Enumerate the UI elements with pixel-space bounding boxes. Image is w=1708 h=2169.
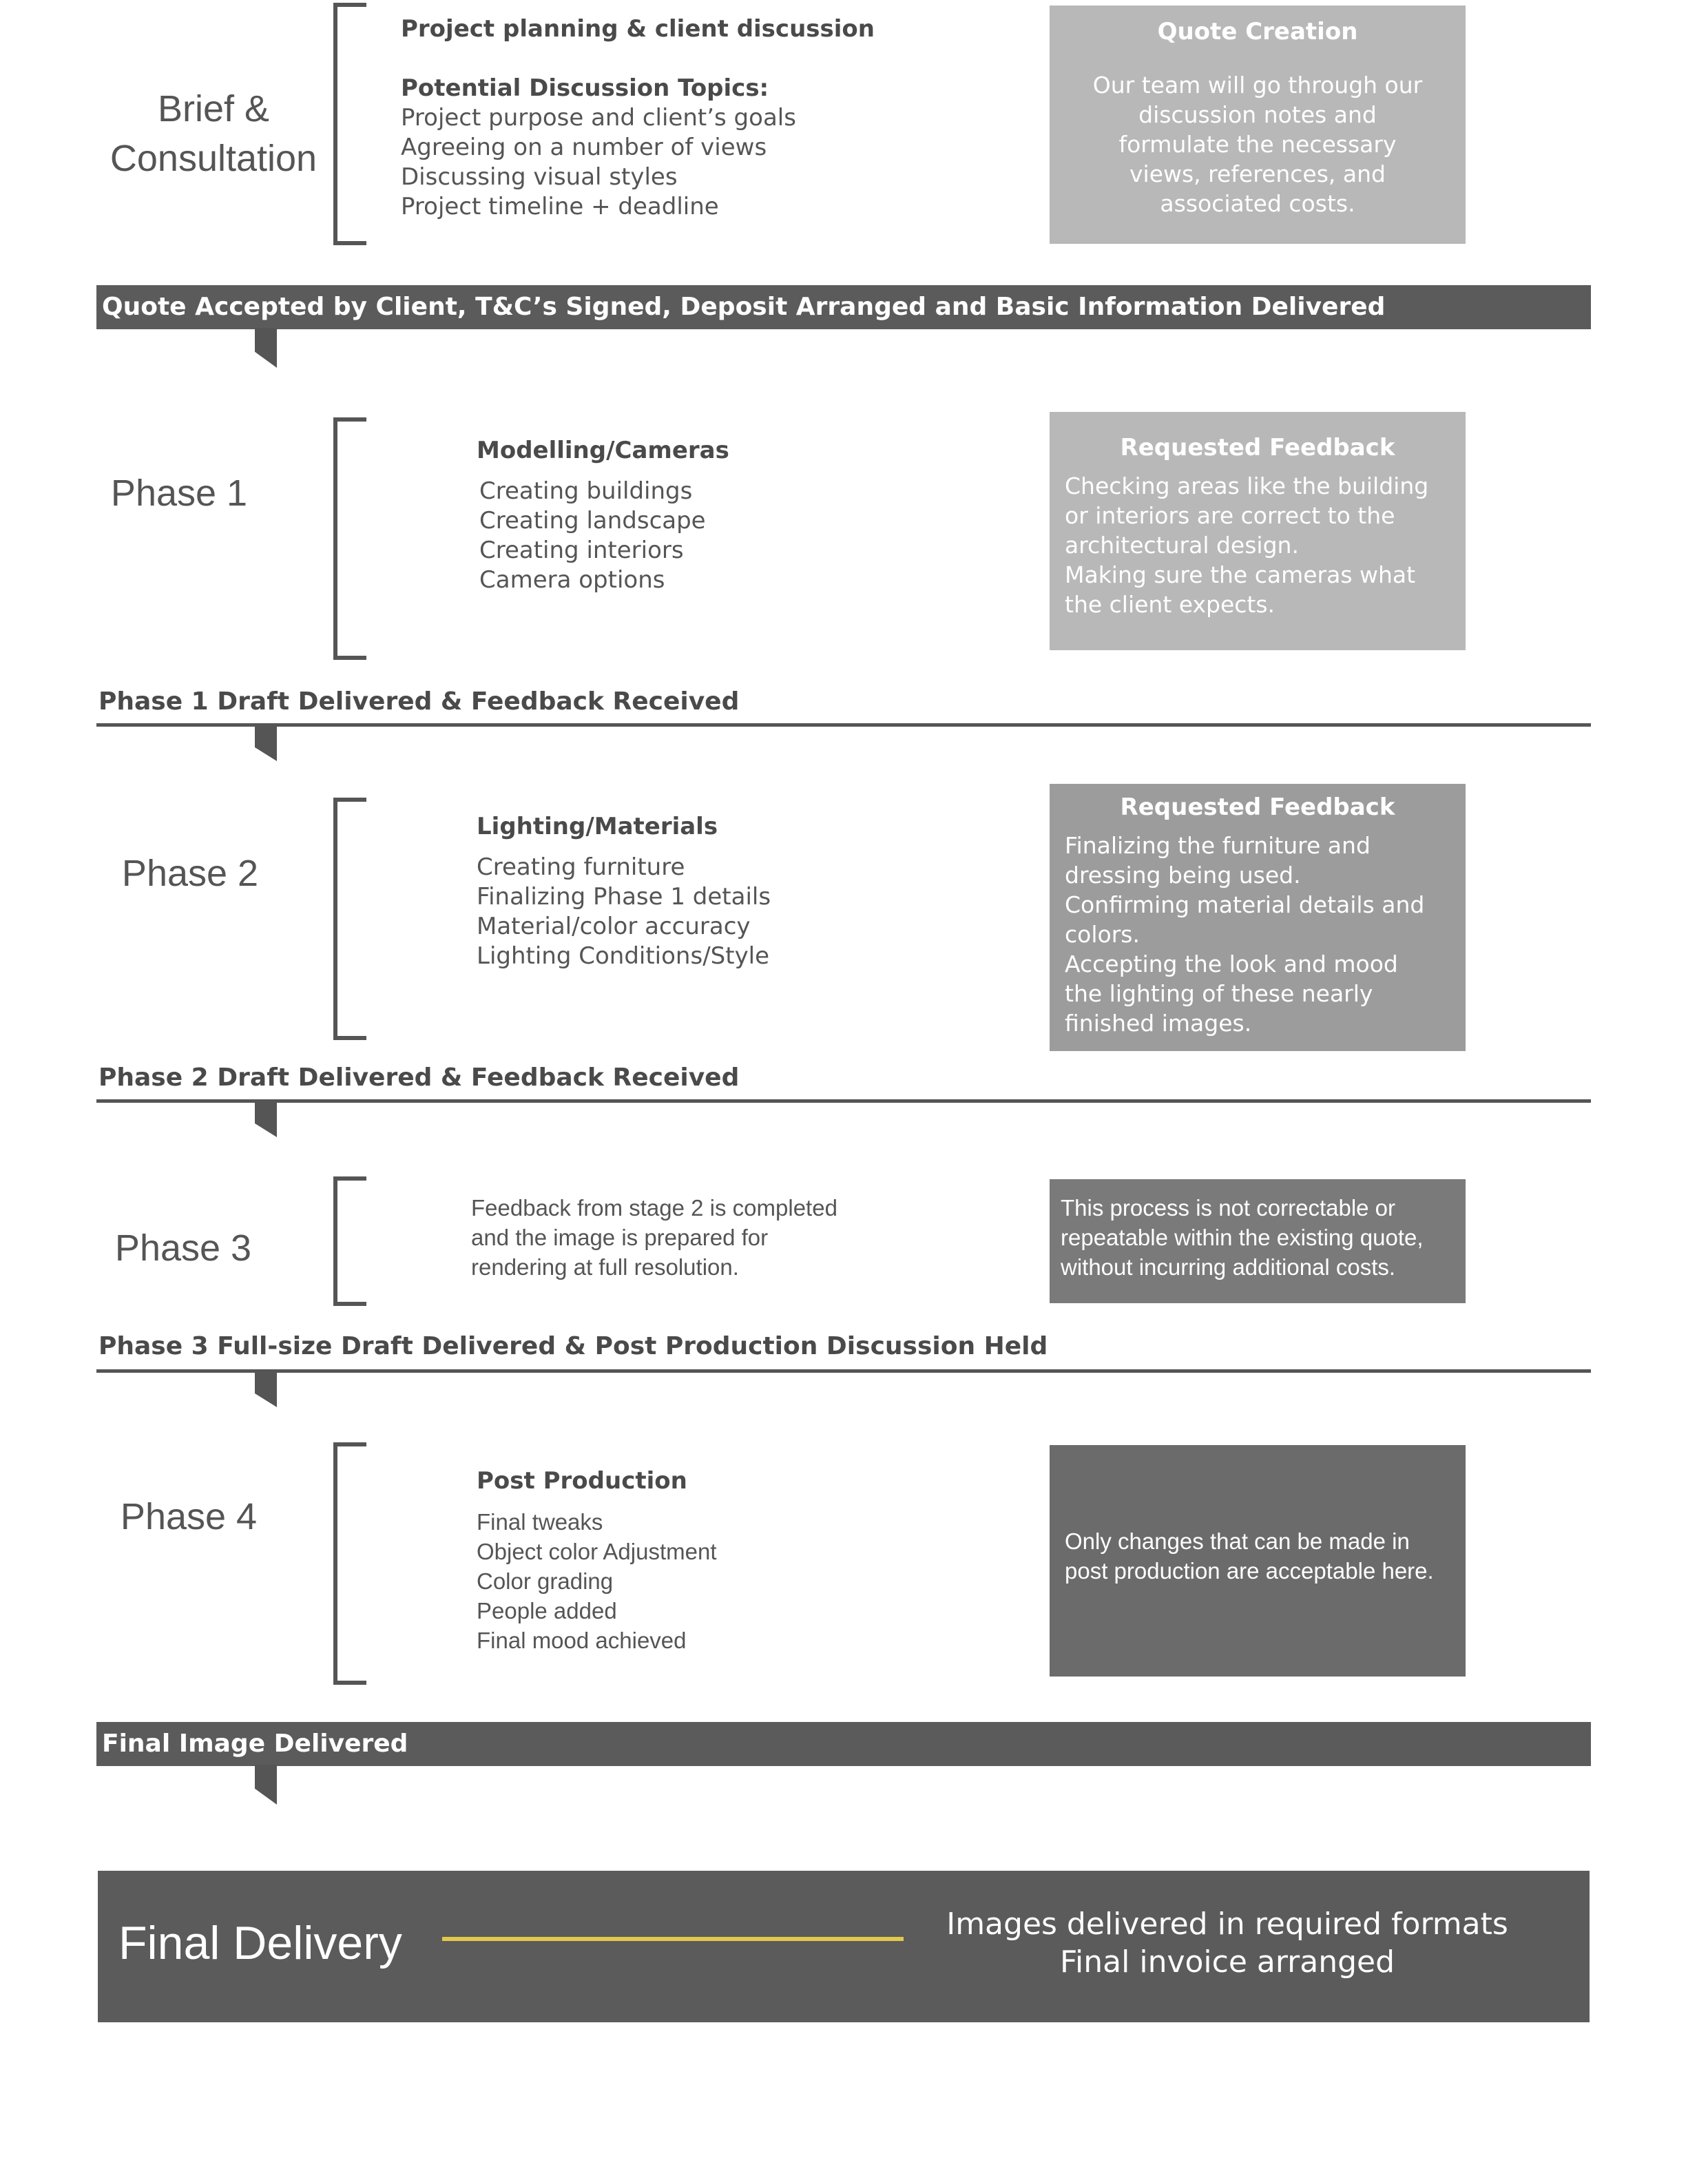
box-line: colors. (1065, 921, 1140, 948)
box-line: Making sure the cameras what (1065, 561, 1416, 588)
final-line: Images delivered in required formats (946, 1907, 1508, 1942)
stage-label-phase-3: Phase 3 (114, 1227, 252, 1269)
list-item: Final mood achieved (477, 1628, 687, 1653)
milestone-tab (255, 1373, 277, 1407)
box-line: discussion notes and (1138, 101, 1377, 128)
stage-label-line: Brief & (157, 88, 270, 129)
box-title: Requested Feedback (1120, 434, 1395, 461)
box-body (1050, 70, 1466, 218)
milestone-rule (96, 1369, 1591, 1373)
box-line: architectural design. (1065, 532, 1299, 559)
phase-4-notice-box (1050, 1445, 1466, 1677)
list-item: Finalizing Phase 1 details (477, 883, 771, 911)
box-body (1065, 471, 1466, 619)
list-item: Camera options (479, 566, 665, 594)
box-line: This process is not correctable or (1061, 1195, 1396, 1221)
box-title: Requested Feedback (1120, 793, 1395, 821)
phase-3-notice-box (1050, 1179, 1466, 1303)
list-item: Object color Adjustment (477, 1539, 717, 1564)
box-line: Checking areas like the building (1065, 473, 1429, 499)
box-line: formulate the necessary (1118, 131, 1397, 158)
phase-2-heading: Lighting/Materials (477, 813, 718, 840)
phase-4-heading: Post Production (477, 1467, 687, 1495)
stage-label-phase-1: Phase 1 (110, 473, 248, 514)
stage-label-phase-2: Phase 2 (121, 853, 259, 894)
topics-list (401, 103, 796, 222)
box-line: repeatable within the existing quote, (1061, 1225, 1424, 1250)
box-line: Our team will go through our (1092, 72, 1423, 98)
phase-1-list (479, 477, 706, 595)
phase-2-feedback-box (1050, 784, 1466, 1051)
box-line: the client expects. (1065, 591, 1275, 618)
list-item: Project timeline + deadline (401, 193, 719, 220)
bracket-phase-2 (333, 798, 366, 1040)
phase-3-line: and the image is prepared for (471, 1225, 769, 1250)
box-line: associated costs. (1160, 190, 1355, 217)
box-line: dressing being used. (1065, 862, 1301, 889)
box-line: views, references, and (1129, 160, 1386, 187)
milestone-phase-3: Phase 3 Full-size Draft Delivered & Post Production Discussion Held (98, 1332, 1048, 1360)
list-item: Discussing visual styles (401, 163, 678, 191)
box-line: without incurring additional costs. (1061, 1254, 1396, 1280)
bracket-phase-1 (333, 417, 366, 660)
bracket-brief (333, 3, 366, 245)
milestone-tab (255, 1765, 277, 1805)
phase-1-feedback-box (1050, 412, 1466, 650)
topics-heading: Potential Discussion Topics: (401, 74, 769, 102)
list-item: People added (477, 1598, 617, 1623)
final-delivery-title: Final Delivery (118, 1917, 402, 1969)
milestone-tab (255, 1103, 277, 1137)
list-item: Creating landscape (479, 507, 706, 535)
milestone-phase-2: Phase 2 Draft Delivered & Feedback Received (98, 1063, 740, 1092)
milestone-phase-1: Phase 1 Draft Delivered & Feedback Received (98, 687, 740, 716)
list-item: Final tweaks (477, 1509, 603, 1535)
box-line: Accepting the look and mood (1065, 951, 1398, 977)
milestone-rule (96, 723, 1591, 727)
list-item: Project purpose and client’s goals (401, 104, 796, 132)
milestone-banner-final: Final Image Delivered (96, 1722, 1591, 1766)
quote-creation-box (1050, 6, 1466, 244)
bracket-phase-3 (333, 1176, 366, 1306)
phase-2-list (477, 853, 771, 971)
box-body (1065, 831, 1466, 1038)
box-line: Finalizing the furniture and (1065, 832, 1371, 859)
list-item: Material/color accuracy (477, 913, 751, 940)
stage-label-phase-4: Phase 4 (120, 1496, 258, 1537)
brief-heading: Project planning & client discussion (401, 15, 875, 43)
phase-4-list (477, 1507, 717, 1655)
phase-3-line: Feedback from stage 2 is completed (471, 1195, 837, 1221)
final-delivery-divider (442, 1937, 904, 1941)
milestone-rule (96, 1099, 1591, 1103)
box-line: Only changes that can be made in (1065, 1528, 1410, 1554)
list-item: Creating buildings (479, 477, 693, 505)
list-item: Creating interiors (479, 537, 684, 564)
list-item: Lighting Conditions/Style (477, 942, 770, 970)
phase-1-heading: Modelling/Cameras (477, 437, 729, 464)
bracket-phase-4 (333, 1442, 366, 1685)
milestone-banner-quote: Quote Accepted by Client, T&C’s Signed, Deposit Arranged and Basic Information Delivered (96, 285, 1591, 329)
box-line: or interiors are correct to the (1065, 502, 1395, 529)
box-title: Quote Creation (1157, 18, 1358, 45)
milestone-tab (255, 727, 277, 761)
phase-3-text (471, 1193, 837, 1282)
list-item: Creating furniture (477, 853, 685, 881)
stage-label-brief (96, 84, 331, 183)
box-line: the lighting of these nearly (1065, 980, 1373, 1007)
final-line: Final invoice arranged (1059, 1944, 1395, 1980)
final-delivery-notes (917, 1905, 1537, 1981)
final-delivery-panel (98, 1871, 1590, 2022)
stage-label-line: Consultation (110, 138, 317, 179)
box-line: Confirming material details and (1065, 891, 1425, 918)
phase-3-line: rendering at full resolution. (471, 1254, 739, 1280)
box-line: finished images. (1065, 1010, 1252, 1037)
list-item: Color grading (477, 1568, 614, 1594)
box-line: post production are acceptable here. (1065, 1558, 1434, 1584)
milestone-tab (255, 328, 277, 368)
list-item: Agreeing on a number of views (401, 134, 767, 161)
